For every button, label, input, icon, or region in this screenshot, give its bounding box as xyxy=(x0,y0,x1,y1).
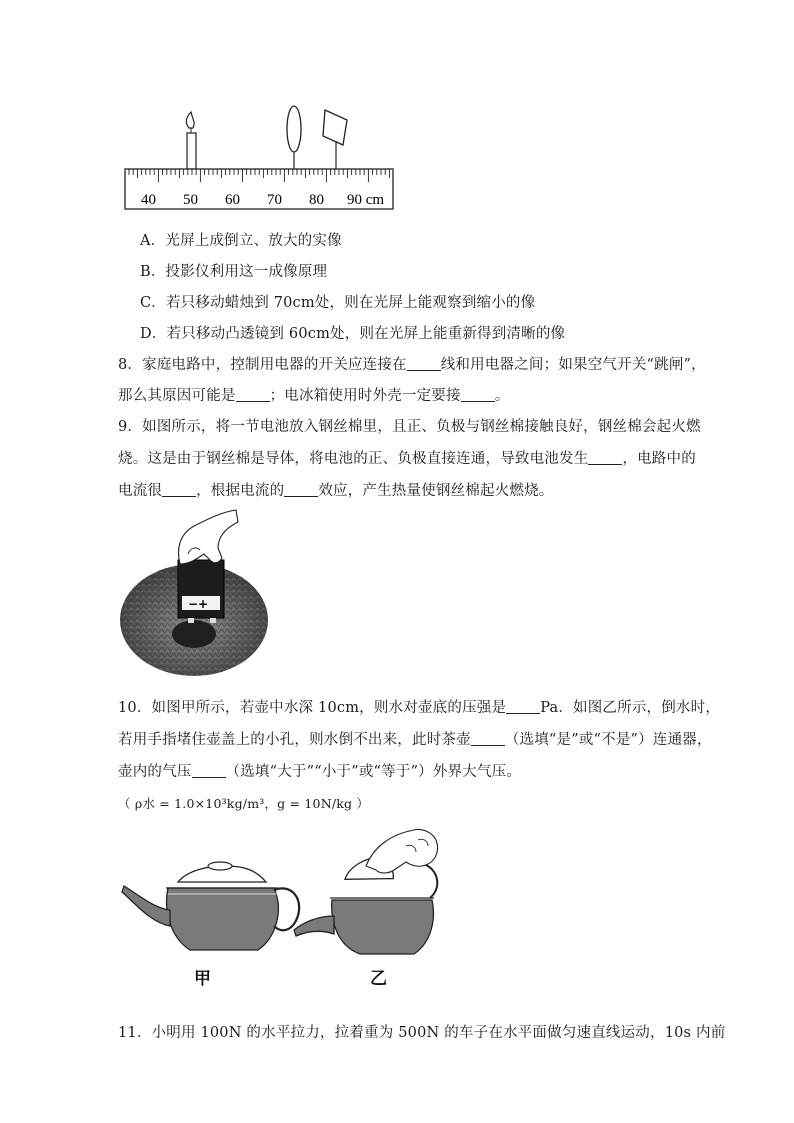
ruler-label-50: 50 xyxy=(183,192,198,208)
label-jia: 甲 xyxy=(194,969,211,989)
q8-line-2 xyxy=(118,384,509,405)
answer-blank xyxy=(284,482,318,497)
answer-blank xyxy=(588,450,622,465)
ruler-label-80: 80 xyxy=(309,192,324,208)
teapot-figure xyxy=(118,826,448,990)
q10-line-2 xyxy=(118,728,712,749)
q11-line-1: 11．小明用 100N 的水平拉力，拉着重为 500N 的车子在水平面做匀速直线运动，10s 内前 xyxy=(118,1025,726,1041)
ruler-label-60: 60 xyxy=(225,192,240,208)
q10-text: （选填“是”或“不是”）连通器， xyxy=(504,732,712,748)
convex-lens xyxy=(287,106,301,169)
hand xyxy=(179,510,238,564)
q10-text: 若用手指堵住壶盖上的小孔，则水倒不出来，此时茶壶 xyxy=(118,732,471,748)
ruler-label-90: 90 cm xyxy=(347,192,385,208)
q9-text: 电流很 xyxy=(118,483,163,499)
ruler-label-70: 70 xyxy=(267,192,282,208)
q10-text: 10．如图甲所示，若壶中水深 10cm，则水对壶底的压强是 xyxy=(118,700,507,716)
q7-option-c: C．若只移动蜡烛到 70cm处，则在光屏上能观察到缩小的像 xyxy=(140,295,536,311)
candle xyxy=(186,112,196,169)
q8-text: 8．家庭电路中，控制用电器的开关应连接在 xyxy=(118,357,407,373)
q8-text: 。 xyxy=(494,388,510,404)
q10-text: 壶内的气压 xyxy=(118,764,192,780)
q7-option-b: B．投影仪利用这一成像原理 xyxy=(140,264,328,280)
answer-blank xyxy=(407,356,441,371)
q8-text: ；电冰箱使用时外壳一定要接 xyxy=(269,388,461,404)
answer-blank xyxy=(162,482,196,497)
q9-text: 效应，产生热量使钢丝棉起火燃烧。 xyxy=(318,483,554,499)
q10-line-3 xyxy=(118,760,521,781)
q8-text: 线和用电器之间；如果空气开关“跳闸”， xyxy=(440,357,706,373)
answer-blank xyxy=(461,387,495,402)
answer-blank xyxy=(471,731,505,746)
q7-option-a: A．光屏上成倒立、放大的实像 xyxy=(140,233,342,249)
steel-wool-battery-photo xyxy=(118,508,270,680)
q8-text: 那么其原因可能是 xyxy=(118,388,236,404)
answer-blank xyxy=(192,763,226,778)
q7-option-d: D．若只移动凸透镜到 60cm处，则在光屏上能重新得到清晰的像 xyxy=(140,326,566,342)
q9-text: ，电路中的 xyxy=(622,451,696,467)
battery-polarity-label: −+ xyxy=(188,597,209,611)
teapot-jia xyxy=(122,862,299,989)
teapot-yi xyxy=(294,829,438,989)
answer-blank xyxy=(506,699,540,714)
optical-bench-figure xyxy=(118,100,400,214)
light-screen xyxy=(323,110,347,169)
q9-line-3 xyxy=(118,479,554,500)
answer-blank xyxy=(236,387,270,402)
q10-constants: （ ρ水 = 1.0×10³kg/m³，g = 10N/kg ） xyxy=(118,796,370,811)
q10-text: Pa．如图乙所示，倒水时， xyxy=(540,700,721,716)
q9-line-1: 9．如图所示，将一节电池放入钢丝棉里，且正、负极与钢丝棉接触良好，钢丝棉会起火燃 xyxy=(118,419,701,435)
battery xyxy=(178,560,224,623)
q9-line-2 xyxy=(118,447,696,468)
ruler xyxy=(125,169,393,209)
ruler-label-40: 40 xyxy=(141,192,156,208)
q8-line-1 xyxy=(118,353,706,374)
q10-line-1 xyxy=(118,696,720,717)
q9-text: ，根据电流的 xyxy=(196,483,285,499)
q10-text: （选填“大于”“小于”或“等于”）外界大气压。 xyxy=(225,764,522,780)
label-yi: 乙 xyxy=(370,969,387,989)
q9-text: 烧。这是由于钢丝棉是导体，将电池的正、负极直接连通，导致电池发生 xyxy=(118,451,589,467)
